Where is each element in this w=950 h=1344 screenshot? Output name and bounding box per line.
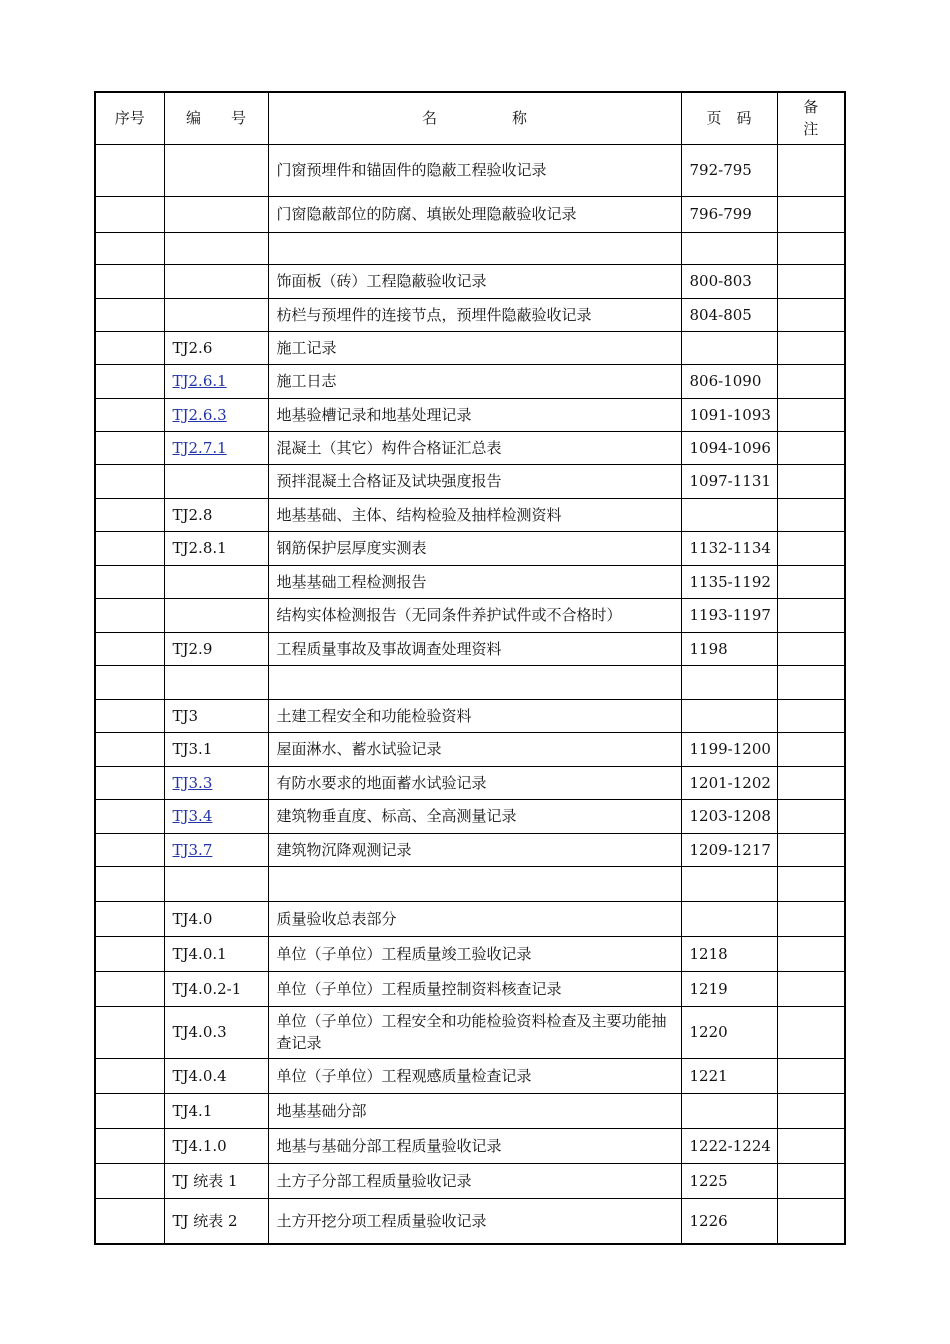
page-cell-text: 1209-1217 — [689, 840, 771, 859]
name-cell — [268, 901, 681, 936]
table-row — [95, 598, 845, 632]
code-cell-text: TJ 统表 2 — [172, 1211, 238, 1230]
note-cell — [777, 398, 845, 431]
name-cell — [268, 699, 681, 732]
page-cell — [681, 699, 777, 732]
note-cell — [777, 833, 845, 866]
table-row — [95, 464, 845, 498]
table-body — [95, 144, 845, 1244]
seq-cell — [95, 699, 164, 732]
name-cell-text: 施工记录 — [276, 338, 337, 357]
seq-cell — [95, 1006, 164, 1058]
note-cell — [777, 901, 845, 936]
seq-cell — [95, 766, 164, 799]
page-cell-text: 1135-1192 — [689, 572, 771, 591]
page-cell-text: 1132-1134 — [689, 539, 771, 557]
page-cell-text: 1198 — [689, 639, 728, 658]
name-cell-text: 混凝土（其它）构件合格证汇总表 — [276, 438, 502, 457]
note-cell — [777, 866, 845, 901]
page-cell — [681, 598, 777, 632]
seq-cell — [95, 144, 164, 196]
name-cell — [268, 732, 681, 766]
page-cell — [681, 866, 777, 901]
code-cell — [164, 936, 268, 971]
header-code: 编 号 — [164, 92, 268, 144]
code-cell-text: TJ4.1 — [172, 1101, 213, 1120]
page-cell — [681, 1163, 777, 1198]
code-cell — [164, 565, 268, 598]
page-cell-text: 1220 — [689, 1023, 728, 1041]
code-cell — [164, 866, 268, 901]
code-cell — [164, 665, 268, 699]
page-cell — [681, 1198, 777, 1244]
page-cell — [681, 632, 777, 665]
header-note — [777, 92, 845, 144]
page-cell — [681, 901, 777, 936]
code-cell — [164, 799, 268, 833]
note-cell — [777, 498, 845, 531]
page-cell-text: 1222-1224 — [689, 1136, 771, 1155]
header-note-line1: 备 — [803, 98, 819, 117]
seq-cell — [95, 565, 164, 598]
header-page: 页 码 — [681, 92, 777, 144]
page-cell — [681, 464, 777, 498]
name-cell — [268, 766, 681, 799]
code-cell-text: TJ4.0 — [172, 909, 213, 928]
table-row — [95, 565, 845, 598]
code-cell-text[interactable]: TJ2.7.1 — [172, 438, 227, 457]
name-cell — [268, 936, 681, 971]
name-cell — [268, 364, 681, 398]
table-row — [95, 431, 845, 464]
code-cell-text: TJ2.6 — [172, 338, 213, 357]
name-cell-text: 屋面淋水、蓄水试验记录 — [276, 740, 442, 758]
name-cell-text: 地基验槽记录和地基处理记录 — [276, 405, 472, 424]
table-row — [95, 799, 845, 833]
code-cell-text: TJ3 — [172, 706, 199, 725]
document-index-table — [94, 91, 846, 1245]
name-cell-text: 有防水要求的地面蓄水试验记录 — [276, 773, 487, 792]
name-cell — [268, 665, 681, 699]
code-cell — [164, 144, 268, 196]
page-cell — [681, 531, 777, 565]
code-cell — [164, 1163, 268, 1198]
name-cell — [268, 1006, 681, 1058]
page-cell — [681, 665, 777, 699]
seq-cell — [95, 531, 164, 565]
page-cell-text: 1218 — [689, 944, 728, 963]
page-cell-text: 1091-1093 — [689, 405, 771, 424]
note-cell — [777, 331, 845, 364]
code-cell — [164, 498, 268, 531]
seq-cell — [95, 936, 164, 971]
name-cell — [268, 498, 681, 531]
code-cell — [164, 699, 268, 732]
code-cell — [164, 398, 268, 431]
note-cell — [777, 1198, 845, 1244]
name-cell — [268, 971, 681, 1006]
table-row — [95, 866, 845, 901]
page-cell — [681, 498, 777, 531]
page-cell — [681, 766, 777, 799]
page-cell-text: 1225 — [689, 1171, 728, 1190]
code-cell — [164, 833, 268, 866]
page-cell — [681, 565, 777, 598]
page-cell-text: 1201-1202 — [689, 773, 771, 792]
note-cell — [777, 232, 845, 264]
name-cell — [268, 598, 681, 632]
page-cell — [681, 936, 777, 971]
name-cell — [268, 866, 681, 901]
seq-cell — [95, 732, 164, 766]
name-cell — [268, 232, 681, 264]
name-cell — [268, 464, 681, 498]
table-header-row — [95, 92, 845, 144]
table-row — [95, 1163, 845, 1198]
seq-cell — [95, 799, 164, 833]
seq-cell — [95, 298, 164, 331]
table-row — [95, 1093, 845, 1128]
seq-cell — [95, 971, 164, 1006]
code-cell-text: TJ4.1.0 — [172, 1136, 227, 1155]
table-row — [95, 144, 845, 196]
note-cell — [777, 665, 845, 699]
page-cell — [681, 331, 777, 364]
page-cell — [681, 971, 777, 1006]
name-cell-text: 地基基础分部 — [276, 1101, 367, 1120]
code-cell — [164, 598, 268, 632]
code-cell-text[interactable]: TJ2.6.3 — [172, 405, 227, 424]
page-cell-text: 1226 — [689, 1211, 728, 1230]
note-cell — [777, 799, 845, 833]
note-cell — [777, 264, 845, 298]
page-cell — [681, 1128, 777, 1163]
name-cell-text: 地基基础、主体、结构检验及抽样检测资料 — [276, 505, 562, 524]
page-cell-text: 1219 — [689, 979, 728, 998]
page-cell — [681, 833, 777, 866]
code-cell-text: TJ2.8.1 — [172, 539, 227, 557]
code-cell — [164, 1198, 268, 1244]
table-row — [95, 1198, 845, 1244]
page-cell — [681, 1093, 777, 1128]
table-row — [95, 766, 845, 799]
header-name: 名 称 — [268, 92, 681, 144]
name-cell-text: 土建工程安全和功能检验资料 — [276, 706, 472, 725]
seq-cell — [95, 264, 164, 298]
table-row — [95, 732, 845, 766]
name-cell-text: 门窗预埋件和锚固件的隐蔽工程验收记录 — [276, 161, 547, 179]
name-cell — [268, 1128, 681, 1163]
name-cell-text: 预拌混凝土合格证及试块强度报告 — [276, 472, 502, 490]
note-cell — [777, 144, 845, 196]
code-cell-text[interactable]: TJ3.7 — [172, 840, 213, 859]
name-cell — [268, 298, 681, 331]
name-cell — [268, 565, 681, 598]
code-cell — [164, 971, 268, 1006]
page-cell — [681, 196, 777, 232]
table-row — [95, 298, 845, 331]
page-cell-text: 1094-1096 — [689, 438, 771, 457]
table-row — [95, 531, 845, 565]
page-cell — [681, 1058, 777, 1093]
name-cell — [268, 632, 681, 665]
name-cell-text: 单位（子单位）工程观感质量检查记录 — [276, 1066, 532, 1085]
code-cell — [164, 298, 268, 331]
note-cell — [777, 732, 845, 766]
name-cell — [268, 1163, 681, 1198]
note-cell — [777, 464, 845, 498]
code-cell — [164, 632, 268, 665]
page-cell-text: 1097-1131 — [689, 472, 771, 490]
note-cell — [777, 1128, 845, 1163]
table-row — [95, 901, 845, 936]
name-cell-text: 建筑物沉降观测记录 — [276, 840, 412, 859]
table-row — [95, 699, 845, 732]
page-cell — [681, 232, 777, 264]
name-cell-text: 钢筋保护层厚度实测表 — [276, 539, 427, 557]
page-cell — [681, 298, 777, 331]
note-cell — [777, 766, 845, 799]
name-cell-text: 单位（子单位）工程安全和功能检验资料检查及主要功能抽查记录 — [276, 1012, 667, 1052]
code-cell-text: TJ3.1 — [172, 740, 213, 758]
code-cell — [164, 1128, 268, 1163]
code-cell-text: TJ2.8 — [172, 505, 213, 524]
code-cell-text[interactable]: TJ3.4 — [172, 807, 213, 825]
page-cell — [681, 431, 777, 464]
table-row — [95, 665, 845, 699]
note-cell — [777, 936, 845, 971]
code-cell — [164, 1058, 268, 1093]
page-cell-text: 804-805 — [689, 305, 752, 324]
name-cell-text: 土方开挖分项工程质量验收记录 — [276, 1211, 487, 1230]
name-cell-text: 土方子分部工程质量验收记录 — [276, 1171, 472, 1190]
header-seq: 序号 — [95, 92, 164, 144]
name-cell — [268, 833, 681, 866]
code-cell-text: TJ4.0.4 — [172, 1066, 227, 1085]
seq-cell — [95, 464, 164, 498]
code-cell — [164, 531, 268, 565]
note-cell — [777, 1093, 845, 1128]
page-cell-text: 1221 — [689, 1066, 728, 1085]
code-cell — [164, 331, 268, 364]
page-cell — [681, 398, 777, 431]
page-cell-text: 792-795 — [689, 161, 752, 179]
table-row — [95, 1128, 845, 1163]
page-cell — [681, 1006, 777, 1058]
code-cell — [164, 264, 268, 298]
page-cell-text: 1199-1200 — [689, 740, 771, 758]
seq-cell — [95, 364, 164, 398]
code-cell — [164, 464, 268, 498]
table-row — [95, 498, 845, 531]
note-cell — [777, 298, 845, 331]
seq-cell — [95, 398, 164, 431]
page-cell — [681, 732, 777, 766]
name-cell — [268, 196, 681, 232]
name-cell-text: 单位（子单位）工程质量控制资料核查记录 — [276, 979, 562, 998]
code-cell — [164, 196, 268, 232]
seq-cell — [95, 498, 164, 531]
code-cell — [164, 431, 268, 464]
table-row — [95, 1006, 845, 1058]
name-cell — [268, 431, 681, 464]
code-cell — [164, 901, 268, 936]
header-note-line2: 注 — [803, 120, 819, 139]
name-cell — [268, 398, 681, 431]
note-cell — [777, 971, 845, 1006]
seq-cell — [95, 1163, 164, 1198]
code-cell-text: TJ4.0.1 — [172, 944, 227, 963]
note-cell — [777, 565, 845, 598]
note-cell — [777, 364, 845, 398]
table-row — [95, 971, 845, 1006]
name-cell-text: 建筑物垂直度、标高、全高测量记录 — [276, 807, 517, 825]
seq-cell — [95, 1128, 164, 1163]
table-row — [95, 264, 845, 298]
code-cell-text: TJ2.9 — [172, 639, 213, 658]
code-cell — [164, 766, 268, 799]
table-row — [95, 331, 845, 364]
table-row — [95, 632, 845, 665]
note-cell — [777, 1006, 845, 1058]
seq-cell — [95, 901, 164, 936]
code-cell — [164, 364, 268, 398]
page-cell — [681, 144, 777, 196]
seq-cell — [95, 232, 164, 264]
name-cell — [268, 531, 681, 565]
note-cell — [777, 632, 845, 665]
code-cell-text: TJ4.0.3 — [172, 1023, 227, 1041]
page-cell-text: 1193-1197 — [689, 606, 771, 624]
table-row — [95, 833, 845, 866]
code-cell — [164, 1006, 268, 1058]
note-cell — [777, 196, 845, 232]
page-cell — [681, 364, 777, 398]
seq-cell — [95, 1093, 164, 1128]
name-cell — [268, 1093, 681, 1128]
note-cell — [777, 1058, 845, 1093]
name-cell — [268, 1058, 681, 1093]
name-cell — [268, 799, 681, 833]
note-cell — [777, 1163, 845, 1198]
code-cell — [164, 732, 268, 766]
seq-cell — [95, 331, 164, 364]
page-cell — [681, 799, 777, 833]
name-cell-text: 施工日志 — [276, 372, 337, 390]
page-cell-text: 796-799 — [689, 205, 752, 223]
page-cell-text: 806-1090 — [689, 372, 762, 390]
name-cell-text: 地基与基础分部工程质量验收记录 — [276, 1136, 502, 1155]
name-cell — [268, 144, 681, 196]
table-row — [95, 364, 845, 398]
name-cell-text: 门窗隐蔽部位的防腐、填嵌处理隐蔽验收记录 — [276, 205, 577, 223]
name-cell-text: 质量验收总表部分 — [276, 909, 397, 928]
table-row — [95, 936, 845, 971]
seq-cell — [95, 665, 164, 699]
name-cell — [268, 1198, 681, 1244]
table-row — [95, 196, 845, 232]
page-cell-text: 1203-1208 — [689, 807, 771, 825]
page-cell — [681, 264, 777, 298]
name-cell-text: 枋栏与预埋件的连接节点，预埋件隐蔽验收记录 — [276, 305, 592, 324]
seq-cell — [95, 431, 164, 464]
code-cell-text[interactable]: TJ3.3 — [172, 773, 213, 792]
seq-cell — [95, 1058, 164, 1093]
table-row — [95, 1058, 845, 1093]
note-cell — [777, 431, 845, 464]
seq-cell — [95, 598, 164, 632]
name-cell-text: 地基基础工程检测报告 — [276, 572, 427, 591]
code-cell-text: TJ 统表 1 — [172, 1171, 238, 1190]
seq-cell — [95, 196, 164, 232]
name-cell-text: 单位（子单位）工程质量竣工验收记录 — [276, 944, 532, 963]
seq-cell — [95, 833, 164, 866]
note-cell — [777, 531, 845, 565]
code-cell-text: TJ4.0.2-1 — [172, 979, 242, 998]
table-row — [95, 232, 845, 264]
note-cell — [777, 598, 845, 632]
name-cell-text: 工程质量事故及事故调查处理资料 — [276, 639, 502, 658]
seq-cell — [95, 1198, 164, 1244]
name-cell — [268, 264, 681, 298]
seq-cell — [95, 632, 164, 665]
name-cell — [268, 331, 681, 364]
name-cell-text: 结构实体检测报告（无同条件养护试件或不合格时） — [276, 606, 622, 624]
table-row — [95, 398, 845, 431]
code-cell — [164, 1093, 268, 1128]
note-cell — [777, 699, 845, 732]
page-cell-text: 800-803 — [689, 272, 752, 290]
seq-cell — [95, 866, 164, 901]
code-cell-text[interactable]: TJ2.6.1 — [172, 372, 227, 390]
name-cell-text: 饰面板（砖）工程隐蔽验收记录 — [276, 272, 487, 290]
code-cell — [164, 232, 268, 264]
